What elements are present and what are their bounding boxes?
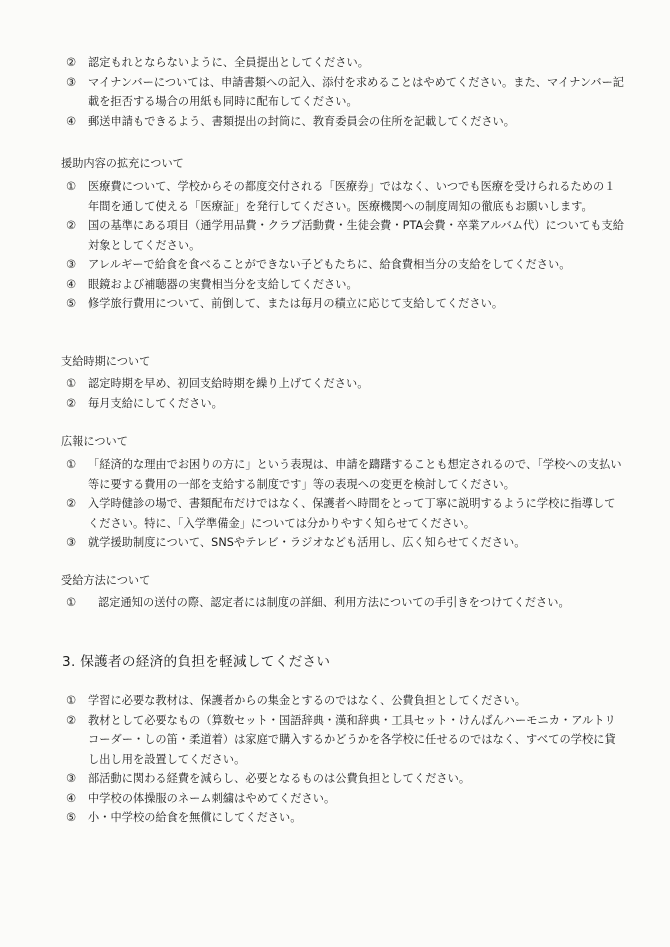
item-text: 部活動に関わる経費を減らし、必要となるものは公費負担としてください。 [88, 772, 471, 785]
item-number: ③ [66, 772, 77, 785]
item-number: ⑤ [66, 811, 77, 824]
item-text: 郵送申請もできるよう、書類提出の封筒に、教育委員会の住所を記載してください。 [88, 114, 516, 128]
list-item [66, 374, 626, 394]
list-item [66, 112, 626, 132]
item-text: 国の基準にある項目（通学用品費・クラブ活動費・生徒会費・PTA会費・卒業アルバム代）についても支給対象としてください。 [88, 219, 624, 252]
item-text: マイナンバーについては、申請書類への記入、添付を求めることはやめてください。また、マイナンバー記載を拒否する場合の用紙も同時に配布してください。 [88, 75, 625, 108]
item-text: 眼鏡および補聴器の実費相当分を支給してください。 [88, 277, 358, 291]
item-number: ② [66, 396, 77, 410]
item-text: 認定もれとならないように、全員提出としてください。 [88, 56, 369, 69]
item-number: ② [66, 56, 77, 69]
item-text: 認定通知の送付の際、認定者には制度の詳細、利用方法についての手引きをつけてください。 [98, 596, 570, 609]
list-item [66, 216, 626, 255]
item-number: ① [66, 596, 77, 609]
list-item [66, 533, 626, 553]
item-text: アレルギーで給食を食べることができない子どもたちに、給食費相当分の支給をしてください。 [88, 258, 571, 271]
item-number: ① [66, 694, 77, 707]
list-item [66, 769, 626, 789]
section-list [66, 593, 626, 613]
item-text: 毎月支給にしてください。 [88, 396, 223, 410]
item-text: 入学時健診の場で、書類配布だけではなく、保護者へ時間をとって丁寧に説明するように学校に指導してください。特に、「入学準備金」については分かりやすく知らせてください。 [88, 497, 616, 530]
section3-list [66, 691, 626, 828]
item-number: ② [66, 713, 77, 727]
item-number: ① [66, 180, 77, 193]
section-list [66, 455, 626, 553]
item-text: 「経済的な理由でお困りの方に」という表現は、申請を躊躇することも想定されるので、「学校への支払い等に要する費用の一部を支給する制度です」等の表現への変更を検討してください。 [88, 458, 622, 491]
section-heading: 援助内容の拡充について [61, 157, 184, 170]
top-list [66, 53, 626, 131]
item-text: 学習に必要な教材は、保護者からの集金とするのではなく、公費負担としてください。 [88, 694, 527, 707]
section-list [66, 177, 626, 314]
section-heading: 支給時期について [61, 355, 151, 368]
list-item [66, 593, 626, 613]
item-number: ① [66, 377, 77, 390]
item-text: 医療費について、学校からその都度交付される「医療券」ではなく、いつでも医療を受けられるための１年間を通して使える「医療証」を発行してください。医療機関への制度周知の徹底もお願いします。 [88, 180, 616, 213]
item-number: ③ [66, 536, 77, 549]
list-item [66, 53, 626, 73]
item-number: ⑤ [66, 297, 77, 310]
item-number: ② [66, 497, 77, 510]
item-text: 中学校の体操服のネーム刺繍はやめてください。 [88, 791, 336, 805]
list-item [66, 494, 626, 533]
list-item [66, 73, 626, 112]
item-number: ④ [66, 791, 77, 805]
item-text: 教材として必要なもの（算数セット・国語辞典・漢和辞典・工具セット・けんばんハーモニカ・アルトリコーダー・しの笛・柔道着）は家庭で購入するかどうかを各学校に任せるのではなく、すべての学校に貸し出し用を設置してください。 [88, 713, 616, 766]
item-text: 就学援助制度について、SNSやテレビ・ラジオなども活用し、広く知らせてください。 [88, 536, 526, 549]
section-heading: 受給方法について [61, 574, 151, 587]
list-item [66, 177, 626, 216]
item-text: 修学旅行費用について、前倒して、または毎月の積立に応じて支給してください。 [88, 297, 504, 310]
section-list [66, 374, 626, 413]
item-text: 小・中学校の給食を無償にしてください。 [88, 811, 302, 824]
item-number: ③ [66, 258, 77, 271]
list-item [66, 275, 626, 295]
list-item [66, 691, 626, 711]
list-item [66, 711, 626, 770]
list-item [66, 455, 626, 494]
list-item [66, 808, 626, 828]
list-item [66, 394, 626, 414]
list-item [66, 789, 626, 809]
section-title: 3. 保護者の経済的負担を軽減してください [62, 654, 331, 670]
item-number: ③ [66, 75, 77, 89]
item-number: ④ [66, 114, 77, 128]
list-item [66, 255, 626, 275]
item-number: ② [66, 219, 77, 232]
item-number: ④ [66, 277, 77, 291]
item-text: 認定時期を早め、初回支給時期を繰り上げてください。 [88, 377, 369, 390]
item-number: ① [66, 458, 77, 471]
section-heading: 広報について [61, 435, 128, 448]
list-item [66, 294, 626, 314]
